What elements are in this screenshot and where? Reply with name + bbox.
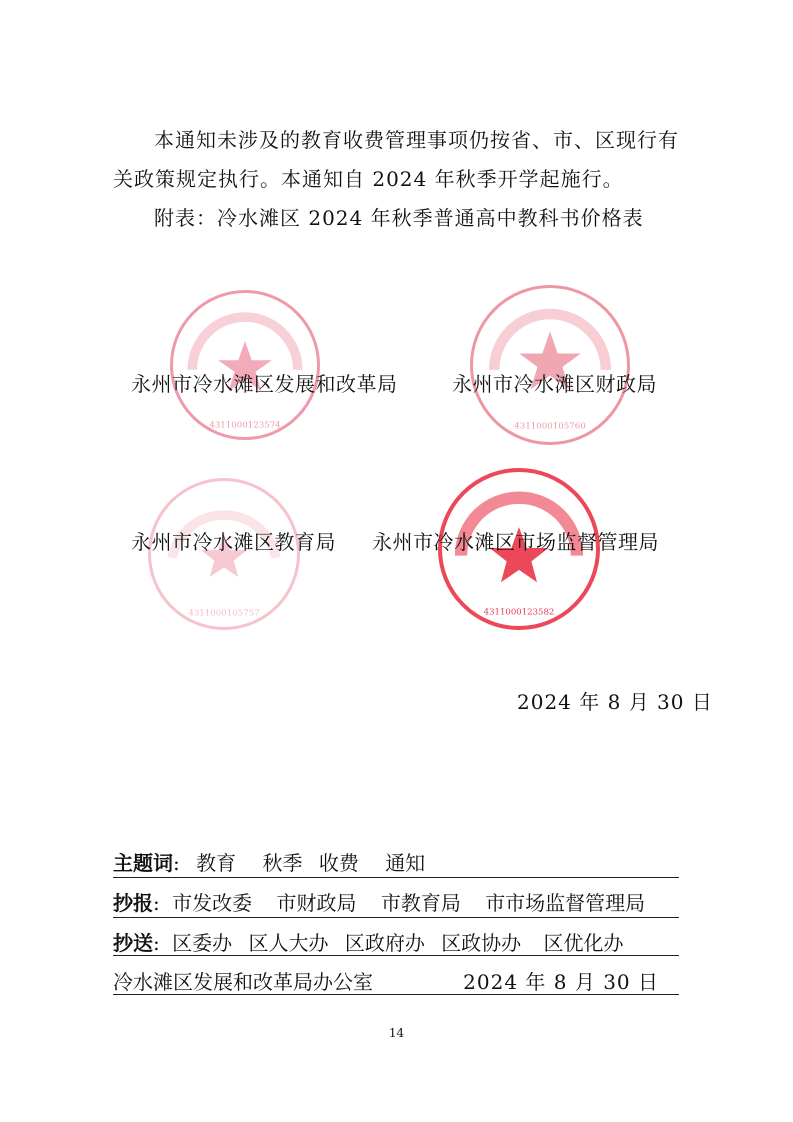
recipient: 市财政局	[276, 891, 357, 915]
issuing-office: 冷水滩区发展和改革局办公室	[113, 970, 373, 994]
subject-words-row	[113, 847, 679, 876]
issue-date: 2024 年 8 月 30 日	[517, 690, 713, 714]
subject-word: 通知	[385, 851, 426, 875]
subject-word: 教育	[196, 851, 237, 875]
svg-text:4311000105760: 4311000105760	[514, 421, 586, 432]
signature-org: 永州市冷水滩区发展和改革局	[131, 372, 398, 396]
svg-text:4311000105757: 4311000105757	[188, 608, 260, 619]
svg-text:4311000123574: 4311000123574	[209, 420, 281, 431]
label-colon: :	[173, 851, 180, 875]
cc-send-label: 抄送	[113, 931, 153, 955]
attachment-line: 附表：冷水滩区 2024 年秋季普通高中教科书价格表	[154, 206, 644, 230]
subject-word: 秋季	[262, 851, 303, 875]
recipient: 区人大办	[248, 931, 329, 955]
recipient: 区委办	[172, 931, 233, 955]
divider	[113, 877, 679, 878]
divider	[113, 955, 679, 956]
signature-org: 永州市冷水滩区市场监督管理局	[372, 530, 659, 554]
divider	[113, 917, 679, 918]
signature-org: 永州市冷水滩区教育局	[131, 530, 336, 554]
svg-text:4311000123582: 4311000123582	[483, 607, 555, 618]
seal-stamp	[170, 290, 320, 440]
recipient: 区政协办	[441, 931, 522, 955]
recipient: 市市场监督管理局	[485, 891, 646, 915]
issuing-office-row	[113, 966, 679, 995]
recipient: 区优化办	[543, 931, 624, 955]
page-number: 14	[388, 1026, 405, 1040]
office-date: 2024 年 8 月 30 日	[463, 970, 659, 994]
label-colon: :	[153, 891, 160, 915]
subject-label: 主题词	[113, 851, 173, 875]
cc-report-label: 抄报	[113, 891, 153, 915]
recipient: 市发改委	[172, 891, 253, 915]
signature-org: 永州市冷水滩区财政局	[452, 372, 657, 396]
label-colon: :	[153, 931, 160, 955]
divider	[113, 994, 679, 995]
recipient: 区政府办	[344, 931, 425, 955]
seal-stamp	[470, 285, 630, 445]
recipient: 市教育局	[380, 891, 461, 915]
body-paragraph: 本通知未涉及的教育收费管理事项仍按省、市、区现行有关政策规定执行。本通知自 2024 年秋季开学起施行。	[113, 128, 679, 191]
cc-report-row	[113, 887, 679, 916]
subject-word: 收费	[318, 851, 359, 875]
cc-send-row	[113, 927, 679, 956]
